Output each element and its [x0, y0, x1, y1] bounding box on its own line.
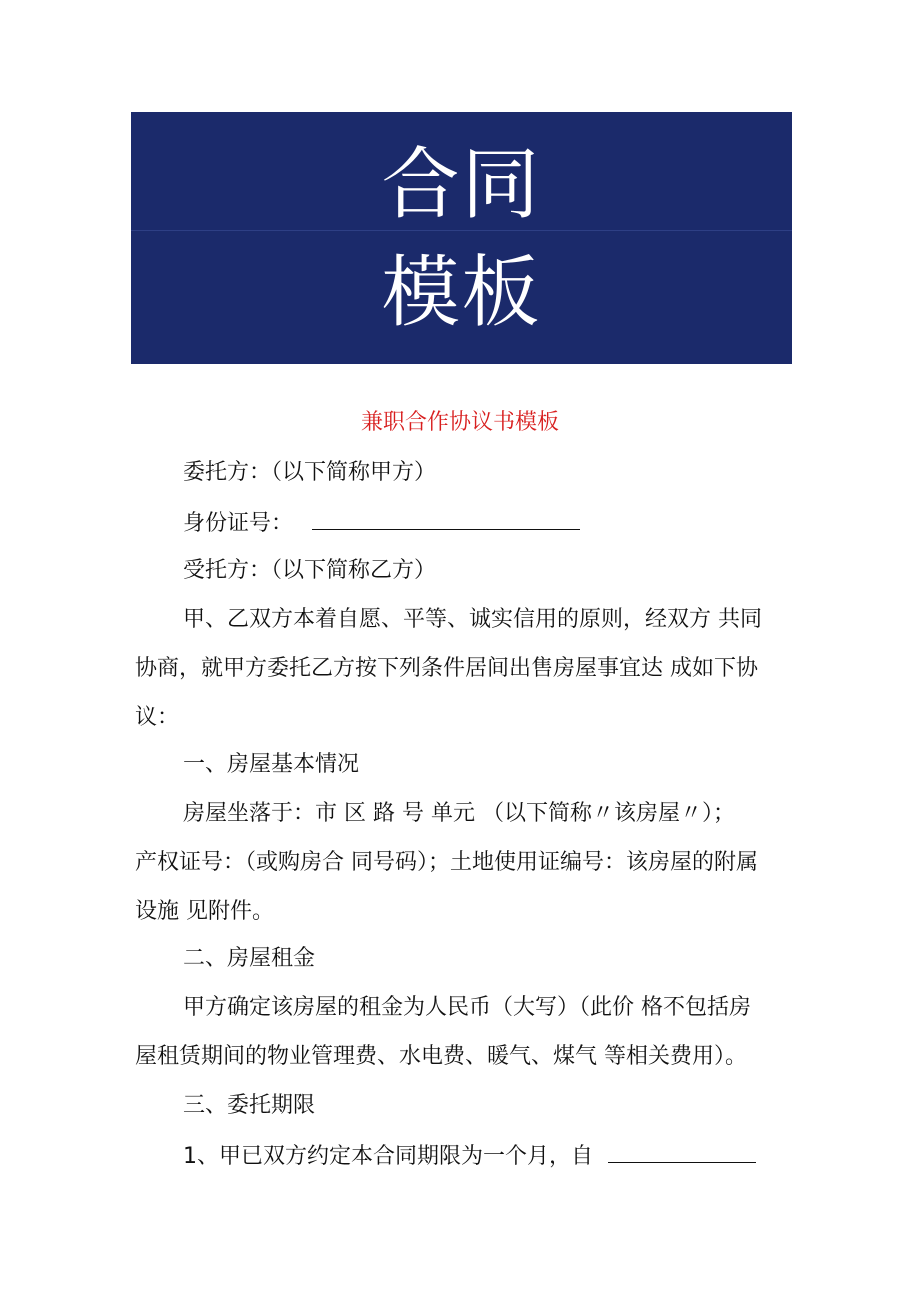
section3-heading: 三、委托期限 [183, 1093, 316, 1118]
section1-heading: 一、房屋基本情况 [183, 752, 360, 777]
banner-title-line1: 合同 [381, 140, 542, 230]
section1-line1: 房屋坐落于：市 区 路 号 单元 （以下简称〃该房屋〃）； [183, 801, 735, 826]
id-number-blank[interactable] [312, 507, 580, 530]
client-line: 委托方：（以下简称甲方） [183, 460, 437, 485]
section3-line1 [183, 1140, 756, 1172]
section3-line1-text: 1、甲已双方约定本合同期限为一个月，自 [183, 1144, 593, 1169]
intro-paragraph-line3: 议： [135, 705, 180, 730]
section2-heading: 二、房屋租金 [183, 946, 316, 971]
section1-line2: 产权证号：（或购房合 同号码）；土地使用证编号：该房屋的附属 [135, 850, 758, 875]
section2-line2: 屋租赁期间的物业管理费、水电费、暖气、煤气 等相关费用）。 [135, 1044, 747, 1069]
agent-line: 受托方：（以下简称乙方） [183, 558, 437, 583]
document-title: 兼职合作协议书模板 [360, 410, 559, 435]
banner-divider [131, 230, 792, 231]
start-date-blank[interactable] [608, 1140, 756, 1163]
banner-title-line2: 模板 [381, 248, 542, 338]
section2-line1: 甲方确定该房屋的租金为人民币（大写）（此价 格不包括房 [183, 995, 751, 1020]
intro-paragraph-line2: 协商，就甲方委托乙方按下列条件居间出售房屋事宜达 成如下协 [135, 656, 758, 681]
id-number-label: 身份证号： [183, 511, 294, 536]
id-number-line [183, 507, 580, 539]
section1-line3: 设施 见附件。 [135, 899, 274, 924]
intro-paragraph-line1: 甲、乙双方本着自愿、平等、诚实信用的原则，经双方 共同 [183, 607, 762, 632]
